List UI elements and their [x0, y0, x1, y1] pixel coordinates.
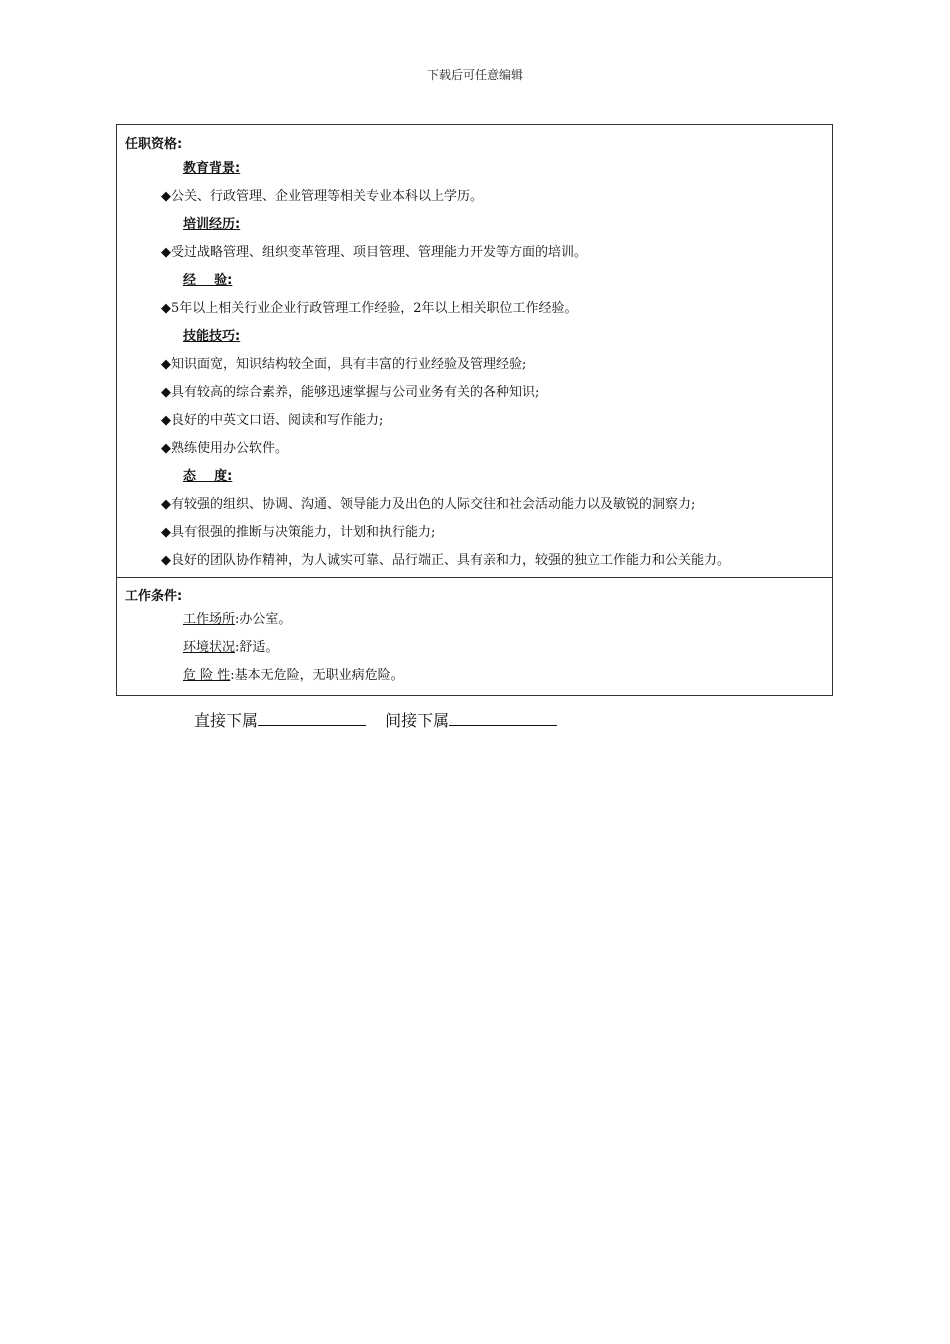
skills-item: ◆知识面宽，知识结构较全面，具有丰富的行业经验及管理经验; — [161, 357, 527, 372]
risk-value: :基本无危险，无职业病危险。 — [230, 668, 404, 683]
training-title: 培训经历: — [183, 217, 241, 232]
page-header-note: 下载后可任意编辑 — [426, 68, 523, 82]
indirect-subordinates-label: 间接下属 — [385, 711, 450, 730]
attitude-item: ◆良好的团队协作精神，为人诚实可靠、品行端正、具有亲和力，较强的独立工作能力和公关能力。 — [161, 553, 730, 568]
environment-label: 环境状况 — [183, 640, 236, 655]
education-item: ◆公关、行政管理、企业管理等相关专业本科以上学历。 — [161, 189, 483, 204]
direct-subordinates-blank — [258, 709, 366, 726]
work-place-row — [183, 612, 291, 628]
skills-item: ◆具有较高的综合素养，能够迅速掌握与公司业务有关的各种知识; — [161, 385, 540, 400]
attitude-title: 态 度: — [183, 469, 233, 484]
skills-title: 技能技巧: — [183, 329, 241, 344]
environment-row — [183, 640, 278, 656]
indirect-subordinates-blank — [449, 709, 557, 726]
work-place-label: 工作场所 — [183, 612, 236, 627]
risk-label: 危 险 性 — [183, 668, 231, 683]
work-conditions-title: 工作条件: — [125, 589, 183, 604]
work-conditions-section — [116, 577, 833, 696]
work-place-value: :办公室。 — [235, 612, 292, 627]
risk-row — [183, 668, 404, 684]
qualifications-title: 任职资格: — [125, 137, 183, 152]
experience-item: ◆5年以上相关行业企业行政管理工作经验，2年以上相关职位工作经验。 — [161, 301, 578, 316]
qualifications-section — [116, 124, 833, 578]
training-item: ◆受过战略管理、组织变革管理、项目管理、管理能力开发等方面的培训。 — [161, 245, 587, 260]
experience-title: 经 验: — [183, 273, 233, 288]
education-title: 教育背景: — [183, 161, 241, 176]
attitude-item: ◆有较强的组织、协调、沟通、领导能力及出色的人际交往和社会活动能力以及敏锐的洞察力; — [161, 497, 696, 512]
skills-item: ◆良好的中英文口语、阅读和写作能力; — [161, 413, 384, 428]
attitude-item: ◆具有很强的推断与决策能力，计划和执行能力; — [161, 525, 436, 540]
environment-value: :舒适。 — [235, 640, 279, 655]
direct-subordinates-label: 直接下属 — [194, 711, 259, 730]
skills-item: ◆熟练使用办公软件。 — [161, 441, 288, 456]
subordinates-row — [194, 708, 571, 731]
